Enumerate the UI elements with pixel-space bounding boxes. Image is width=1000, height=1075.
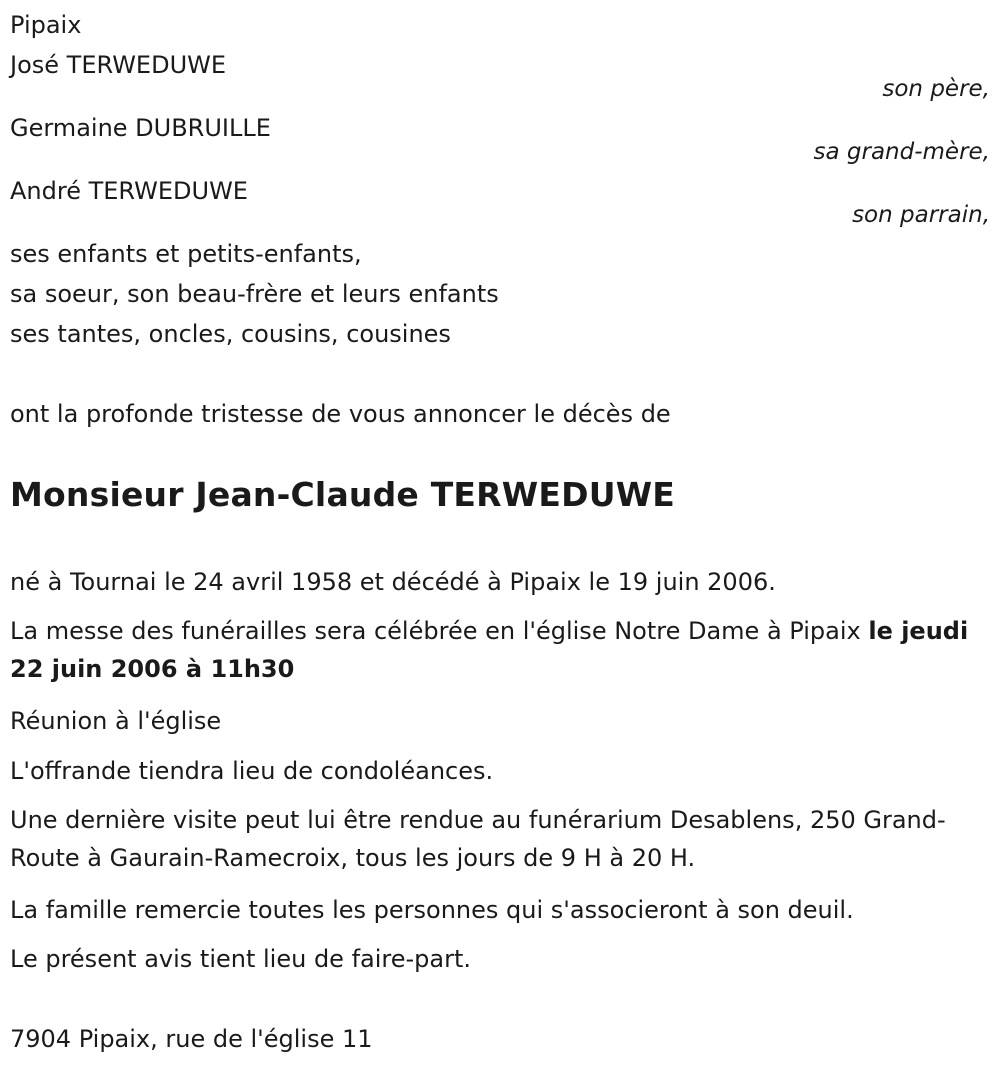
birth-death-text: né à Tournai le 24 avril 1958 et décédé à Pipaix le 19 juin 2006.	[10, 568, 776, 596]
relative-name: André TERWEDUWE	[10, 177, 248, 205]
address-text: 7904 Pipaix, rue de l'église 11	[10, 1025, 373, 1053]
announcement-text: ont la profonde tristesse de vous annoncer le décès de	[10, 400, 671, 428]
notice-text: Le présent avis tient lieu de faire-part.	[10, 945, 472, 973]
relative-relation: sa grand-mère,	[813, 139, 990, 165]
location-header: Pipaix	[10, 11, 82, 39]
family-line: ses enfants et petits-enfants,	[10, 240, 362, 268]
funeral-date: le jeudi 22 juin 2006 à 11h30	[10, 617, 969, 683]
family-line: sa soeur, son beau-frère et leurs enfants	[10, 280, 499, 308]
relative-name: José TERWEDUWE	[10, 51, 227, 79]
offering-text: L'offrande tiendra lieu de condoléances.	[10, 757, 494, 785]
funeral-text: La messe des funérailles sera célébrée en l'église Notre Dame à Pipaix	[10, 617, 869, 645]
deceased-name: Monsieur Jean-Claude TERWEDUWE	[10, 475, 676, 514]
thanks-text: La famille remercie toutes les personnes qui s'associeront à son deuil.	[10, 896, 854, 924]
meeting-text: Réunion à l'église	[10, 707, 222, 735]
visit-text: Une dernière visite peut lui être rendue au funérarium Desablens, 250 Grand-Route à Gaurain-Ramecroix, tous les jours de 9 H à 20 H.	[10, 806, 946, 872]
relative-relation: son parrain,	[852, 202, 990, 228]
relative-relation: son père,	[882, 76, 990, 102]
family-line: ses tantes, oncles, cousins, cousines	[10, 320, 451, 348]
relative-name: Germaine DUBRUILLE	[10, 114, 271, 142]
funeral-paragraph	[10, 612, 985, 688]
